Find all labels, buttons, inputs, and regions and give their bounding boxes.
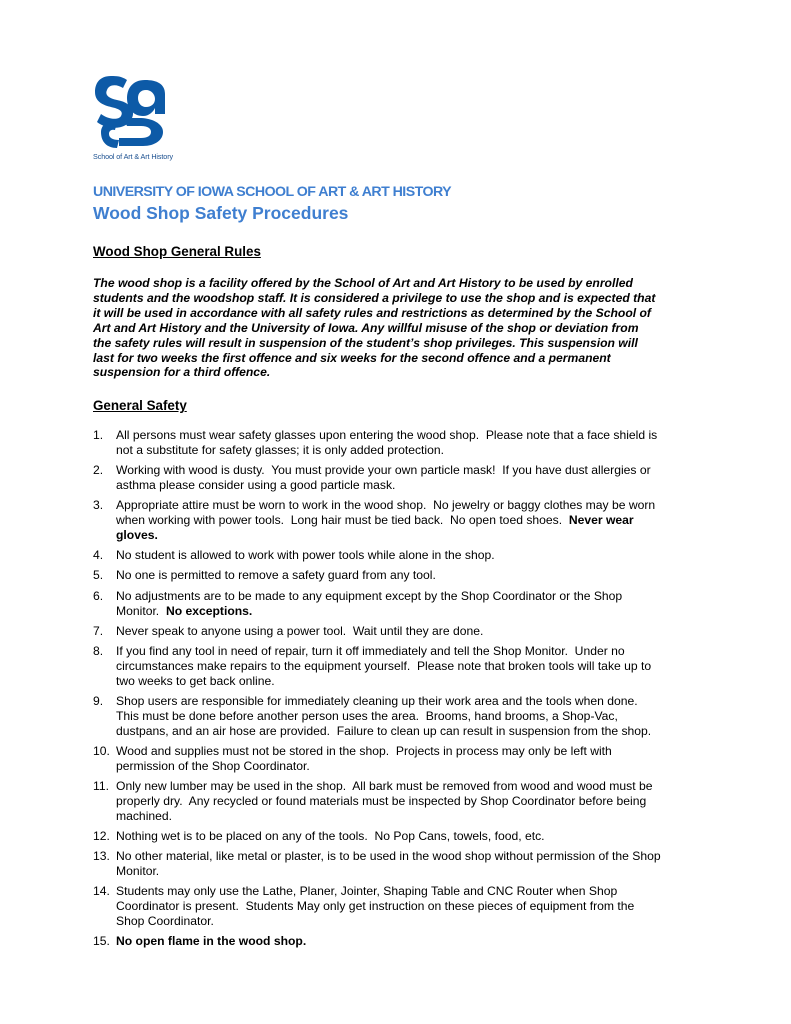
- rule-text-line: [116, 809, 713, 824]
- rule-text: properly dry. Any recycled or found materials must be inspected by Shop Coordinator before being: [116, 794, 647, 808]
- general-safety-heading: General Safety: [93, 398, 187, 413]
- rule-text-line: [116, 864, 713, 879]
- rule-number: 1.: [93, 428, 104, 442]
- rule-text: when working with power tools. Long hair must be tied back. No open toed shoes.: [116, 513, 569, 528]
- rule-text: Shop users are responsible for immediately cleaning up their work area and the tools when done.: [116, 693, 638, 708]
- safety-rule-item: [93, 428, 713, 458]
- rule-text-line: [116, 528, 713, 543]
- rule-text-line: [116, 914, 713, 929]
- school-of-art-logo-mark: [93, 74, 175, 150]
- rule-text: permission of the Shop Coordinator.: [116, 758, 310, 773]
- rule-text-line: [116, 548, 713, 563]
- rule-text-line: [116, 624, 713, 639]
- rule-text-line: [116, 659, 713, 674]
- safety-rule-item: [93, 829, 713, 844]
- rule-number: 6.: [93, 588, 104, 603]
- rule-text-line: [116, 829, 713, 844]
- safety-rule-item: [93, 548, 713, 563]
- paragraph-line: Art and Art History and the University of Iowa. Any willful misuse of the shop or deviation from: [93, 320, 639, 335]
- rule-text-line: [116, 478, 713, 493]
- rule-emphasis-text: Never wear: [568, 513, 634, 528]
- paragraph-line: suspension for a third offence.: [93, 365, 271, 380]
- safety-rule-item: [93, 694, 713, 739]
- rule-text: Monitor.: [116, 864, 160, 879]
- rule-text: not a substitute for safety glasses; it is only added protection.: [116, 442, 444, 457]
- paragraph-line: it will be used in accordance with all safety rules and restrictions as determined by the School of: [93, 305, 651, 320]
- rule-text-line: [116, 463, 713, 478]
- rule-text: No other material, like metal or plaster, is to be used in the wood shop without permission of the Shop: [116, 849, 661, 864]
- rule-number: 4.: [93, 548, 104, 563]
- rule-text-line: [116, 568, 713, 583]
- safety-rule-item: [93, 644, 713, 689]
- rule-text-line: [116, 709, 713, 724]
- paragraph-line: the safety rules will result in suspension of the student’s shop privileges. This suspension will: [93, 335, 638, 350]
- rule-emphasis-text: No open flame in the wood shop.: [116, 934, 307, 949]
- university-name: UNIVERSITY OF IOWA SCHOOL OF ART & ART HISTORY: [93, 184, 452, 200]
- safety-rule-item: [93, 624, 713, 639]
- rule-text: machined.: [116, 808, 173, 823]
- paragraph-line: students and the woodshop staff. It is considered a privilege to use the shop and is expected that: [93, 290, 656, 305]
- safety-rules-list: [93, 428, 713, 955]
- rule-number: 2.: [93, 463, 104, 478]
- rule-text: Coordinator is present. Students May only get instruction on these pieces of equipment from the: [116, 899, 635, 914]
- safety-rule-item: [93, 463, 713, 493]
- rule-text: asthma please consider using a good particle mask.: [116, 478, 396, 493]
- rule-text: Appropriate attire must be worn to work in the wood shop. No jewelry or baggy clothes may be worn: [116, 498, 656, 513]
- rule-text: Wood and supplies must not be stored in the shop. Projects in process may only be left with: [116, 743, 612, 758]
- rule-number: 10.: [93, 743, 110, 758]
- safety-rule-item: [93, 589, 713, 619]
- safety-rule-item: [93, 849, 713, 879]
- rule-text: All persons must wear safety glasses upon entering the wood shop. Please note that a face shield is: [116, 428, 658, 442]
- rule-text-line: [116, 744, 713, 759]
- rule-number: 14.: [93, 884, 110, 899]
- rule-text: Never speak to anyone using a power tool. Wait until they are done.: [116, 623, 484, 638]
- paragraph-line: last for two weeks the first offence and six weeks for the second offence and a permanent: [93, 350, 611, 365]
- rule-text: circumstances make repairs to the equipment yourself. Please note that broken tools will take up to: [116, 658, 652, 673]
- safety-rule-item: [93, 779, 713, 824]
- rule-text-line: [116, 604, 713, 619]
- rule-text-line: [116, 884, 713, 899]
- general-rules-paragraph: [93, 276, 713, 380]
- rule-text-line: [116, 779, 713, 794]
- rule-emphasis-text: gloves.: [116, 528, 158, 543]
- rule-text: If you find any tool in need of repair, turn it off immediately and tell the Shop Monitor. Under no: [116, 643, 625, 658]
- rule-text-line: [116, 644, 713, 659]
- rule-text: No one is permitted to remove a safety guard from any tool.: [116, 568, 436, 583]
- school-logo: [93, 74, 175, 164]
- rule-text-line: [116, 849, 713, 864]
- rule-text: Working with wood is dusty. You must provide your own particle mask! If you have dust allergies or: [116, 463, 651, 478]
- rule-number: 5.: [93, 568, 104, 583]
- rule-text-line: [116, 513, 713, 528]
- rule-text: Nothing wet is to be placed on any of the tools. No Pop Cans, towels, food, etc.: [116, 829, 545, 844]
- paragraph-line: The wood shop is a facility offered by the School of Art and Art History to be used by enrolled: [93, 276, 633, 290]
- rule-text: two weeks to get back online.: [116, 673, 275, 688]
- rule-text-line: [116, 443, 713, 458]
- rule-text: No student is allowed to work with power tools while alone in the shop.: [116, 548, 495, 563]
- general-rules-heading: Wood Shop General Rules: [93, 244, 261, 259]
- rule-text-line: [116, 428, 713, 443]
- rule-text-line: [116, 589, 713, 604]
- rule-number: 3.: [93, 498, 104, 513]
- rule-text-line: [116, 498, 713, 513]
- document-title: Wood Shop Safety Procedures: [93, 203, 349, 223]
- rule-number: 7.: [93, 623, 104, 638]
- rule-text: This must be done before another person uses the area. Brooms, hand brooms, a Shop-Vac,: [116, 708, 618, 723]
- safety-rule-item: [93, 568, 713, 583]
- rule-number: 15.: [93, 934, 110, 949]
- rule-text-line: [116, 694, 713, 709]
- rule-text: No adjustments are to be made to any equipment except by the Shop Coordinator or the Shop: [116, 588, 623, 603]
- rule-text-line: [116, 934, 713, 949]
- rule-emphasis-text: No exceptions.: [165, 603, 253, 618]
- rule-text: Students may only use the Lathe, Planer, Jointer, Shaping Table and CNC Router when Shop: [116, 884, 618, 899]
- safety-rule-item: [93, 934, 713, 949]
- rule-number: 8.: [93, 643, 104, 658]
- rule-text-line: [116, 759, 713, 774]
- rule-text-line: [116, 674, 713, 689]
- rule-number: 12.: [93, 829, 110, 844]
- rule-text-line: [116, 794, 713, 809]
- rule-text: Shop Coordinator.: [116, 914, 214, 929]
- safety-rule-item: [93, 498, 713, 543]
- safety-rule-item: [93, 884, 713, 929]
- rule-text: Only new lumber may be used in the shop. All bark must be removed from wood and wood must be: [116, 779, 653, 794]
- rule-text: Monitor.: [116, 603, 166, 618]
- logo-caption: School of Art & Art History: [93, 152, 173, 161]
- safety-rule-item: [93, 744, 713, 774]
- rule-number: 9.: [93, 693, 104, 708]
- rule-text-line: [116, 724, 713, 739]
- rule-text: dustpans, and an air hose are provided. Failure to clean up can result in suspension from the shop.: [116, 723, 652, 738]
- rule-number: 13.: [93, 849, 110, 864]
- rule-number: 11.: [93, 779, 109, 794]
- rule-text-line: [116, 899, 713, 914]
